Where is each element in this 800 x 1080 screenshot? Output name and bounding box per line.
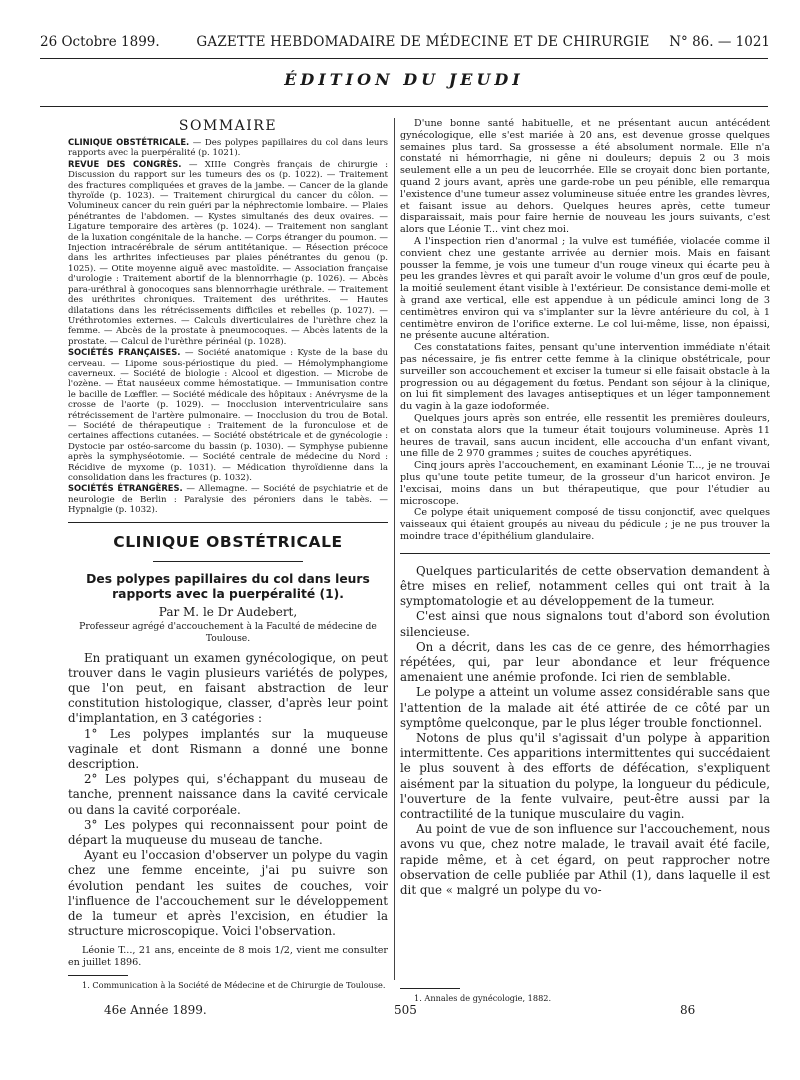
article-body-right	[400, 564, 770, 898]
header-rule	[40, 58, 768, 59]
right-footnote-block	[400, 988, 770, 1003]
article-body-left	[68, 651, 388, 940]
author-affiliation: Professeur agrégé d'accouchement à la Faculté de médecine de Toulouse.	[79, 620, 377, 644]
right-column	[400, 118, 770, 898]
page-footer	[40, 1003, 768, 1021]
paragraph: 1° Les polypes implantés sur la muqueuse vaginale et dont Rismann a donné une bonne description.	[68, 726, 388, 772]
article-author: Par M. le Dr Audebert,	[158, 604, 298, 619]
paragraph: On a décrit, dans les cas de ce genre, des hémorrhagies répétées, qui, par leur abondance et leur fréquence amenaient une anémie profonde. Ici rien de semblable.	[400, 639, 770, 685]
paragraph: 2° Les polypes qui, s'échappant du museau de tanche, prennent naissance dans la cavité cervicale ou dans la cavité corporéale.	[68, 772, 388, 817]
observation-intro: Léonie T..., 21 ans, enceinte de 8 mois 1/2, vient me consulter en juillet 1896.	[68, 945, 388, 969]
paragraph: Notons de plus qu'il s'agissait d'un polype à apparition intermittente. Ces apparitions intermittentes qui succédaient le plus souvent à des efforts de défécation, s'expliquent aisément par la situation du polype, la longueur du pédicule, l'ouverture de la fente vulvaire, peut-être aussi par la contractilité de la tunique musculaire du vagin.	[400, 730, 770, 821]
paragraph: Le polype a atteint un volume assez considérable sans que l'attention de la malade ait été attirée de ce côté par un symptôme quelconque, par le plus léger trouble fonctionnel.	[400, 685, 770, 730]
paragraph: D'une bonne santé habituelle, et ne présentant aucun antécédent gynécologique, elle s'est mariée à 20 ans, est devenue grosse quelques semaines plus tard. Sa grossesse a été absolument normale. Elle n'a constaté ni hémorrhagie, ni gêne ni douleurs; depuis 2 ou 3 mois seulement elle a un peu de leucorrhée. Elle se croyait donc bien portante, quand 2 jours avant, après une garde-robe un peu pénible, elle remarqua l'existence d'une tumeur assez volumineuse située entre les grandes lèvres, et faisant issue au dehors. Quelques heures après, cette tumeur disparaissait, mais pour faire hernie de nouveau les jours suivants, c'est alors que Léonie T... vint chez moi.	[400, 118, 770, 236]
observation-end-rule	[400, 553, 770, 554]
column-divider	[394, 118, 395, 980]
paragraph: Cinq jours après l'accouchement, en examinant Léonie T..., je ne trouvai plus qu'une toute petite tumeur, de la grosseur d'un haricot environ. Je l'excisai, moins dans un but thérapeutique, que pour l'étudier au microscope.	[400, 460, 770, 507]
observation-intro-block	[68, 945, 388, 969]
paragraph: Ayant eu l'occasion d'observer un polype du vagin chez une femme enceinte, j'ai pu suivre son évolution pendant les suites de couches, voir l'influence de l'accouchement sur le développement de la tumeur et après l'excision, en étudier la structure microscopique. Voici l'observation.	[68, 848, 388, 939]
paragraph: En pratiquant un examen gynécologique, on peut trouver dans le vagin plusieurs variétés de polypes, que l'on peut, en faisant abstraction de leur constitution histologique, classer, d'après leur point d'implantation, en 3 catégories :	[68, 650, 388, 726]
paragraph: Quelques particularités de cette observation demandent à être mises en relief, notamment celles qui ont trait à la symptomatologie et au développement de la tumeur.	[400, 563, 770, 609]
paragraph: C'est ainsi que nous signalons tout d'abord son évolution silencieuse.	[400, 609, 770, 639]
observation-text	[400, 118, 770, 543]
footnote-right: 1. Annales de gynécologie, 1882.	[414, 993, 552, 1003]
folio-505: 505	[394, 1003, 417, 1017]
sommaire-entry: REVUE DES CONGRÈS. — XIIIe Congrès français de chirurgie : Discussion du rapport sur les tumeurs des os (p. 1022). — Traitement des fractures compliquées et graves de la jambe. — Cancer de la glande thyroïde (p. 1023). — Traitement chirurgical du cancer du côlon. — Volumineux cancer du rein guéri par la néphrectomie lombaire. — Plaies pénétrantes de l'abdomen. — Kystes simultanés des deux ovaires. — Ligature temporaire des artères (p. 1024). — Traitement non sanglant de la luxation congénitale de la hanche. — Corps étranger du poumon. — Injection intracérébrale de sérum antitétanique. — Résection précoce dans les arthrites infectieuses par plaies pénétrantes du genou (p. 1025). — Otite moyenne aiguë avec mastoïdite. — Association française d'urologie : Traitement abortif de la blennorrhagie (p. 1026). — Abcès para-uréthral à gonocoques sans blennorrhagie uréthrale. — Traitement des uréthrites chroniques. Traitement des uréthrites. — Hautes dilatations dans les rétrécissements difficiles et rebelles (p. 1027). — Uréthrotomies externes. — Calculs diverticulaires de l'urèthre chez la femme. — Abcès de la prostate à pneumocoques. — Abcès latents de la prostate. — Calcul de l'urèthre périnéal (p. 1028).	[68, 158, 388, 347]
sommaire-title: SOMMAIRE	[178, 118, 278, 134]
paragraph: Au point de vue de son influence sur l'accouchement, nous avons vu que, chez notre malade, le travail avait été facile, rapide même, et à cet égard, on peut rapprocher notre observation de celle publiée par Athil (1), dans laquelle il est dit que « malgré un polype du vo-	[400, 822, 770, 897]
edition-banner: ÉDITION DU JEUDI	[284, 70, 524, 89]
issue-date: 26 Octobre 1899.	[40, 34, 160, 50]
edition-rule	[40, 106, 768, 107]
folio-86: 86	[680, 1003, 696, 1017]
paragraph: 3° Les polypes qui reconnaissent pour point de départ la muqueuse du museau de tanche.	[68, 817, 388, 848]
sommaire-entry: CLINIQUE OBSTÉTRICALE. — Des polypes papillaires du col dans leurs rapports avec la puerpéralité (p. 1021).	[68, 137, 388, 159]
footnote-rule	[400, 988, 460, 989]
article-title: Des polypes papillaires du col dans leurs rapports avec la puerpéralité (1).	[86, 571, 370, 601]
heading-rule	[153, 561, 303, 562]
sommaire-entry: SOCIÉTÉS ÉTRANGÈRES. — Allemagne. — Société de psychiatrie et de neurologie de Berlin : Paralysie des péroniers dans le tabès. — Hypnalgie (p. 1032).	[68, 483, 388, 516]
footnote-left: 1. Communication à la Société de Médecine et de Chirurgie de Toulouse.	[82, 980, 386, 991]
section-rule	[68, 522, 388, 523]
paragraph: Ce polype était uniquement composé de tissu conjonctif, avec quelques vaisseaux qui étaient groupés au niveau du pédicule ; je ne pus trouver la moindre trace d'épithélium glandulaire.	[400, 507, 770, 542]
journal-title: GAZETTE HEBDOMADAIRE DE MÉDECINE ET DE CHIRURGIE	[196, 34, 650, 50]
sommaire	[68, 118, 388, 516]
footnote-rule	[68, 975, 128, 976]
sommaire-entry: SOCIÉTÉS FRANÇAISES. — Société anatomique : Kyste de la base du cerveau. — Lipome sous-périostique du pied. — Hémolymphangiome caverneux. — Société de biologie : Alcool et digestion. — Microbe de l'ozène. — État nauséeux comme hémostatique. — Immunisation contre le bacille de Lœffler. — Société médicale des hôpitaux : Anévrysme de la crosse de l'aorte (p. 1029). — Inocclusion interventriculaire sans rétrécissement de l'artère pulmonaire. — Inocclusion du trou de Botal. — Société de thérapeutique : Traitement de la furonculose et de certaines affections cutanées. — Société obstétricale et de gynécologie : Dystocie par ostéo-sarcome du bassin (p. 1030). — Symphyse pubienne après la symphyséotomie. — Société centrale de médecine du Nord : Récidive de myxome (p. 1031). — Médication thyroïdienne dans la consolidation dans les fractures (p. 1032).	[68, 347, 388, 483]
paragraph: Quelques jours après son entrée, elle ressentit les premières douleurs, et on constata alors que la tumeur était toujours volumineuse. Après 11 heures de travail, sans aucun incident, elle accoucha d'un enfant vivant, une fille de 2 970 grammes ; suites de couches apyrétiques.	[400, 412, 770, 460]
left-column	[68, 118, 388, 990]
running-head	[40, 34, 770, 54]
page-number: N° 86. — 1021	[669, 34, 770, 50]
section-heading: CLINIQUE OBSTÉTRICALE	[113, 532, 343, 551]
volume-year: 46e Année 1899.	[104, 1003, 207, 1017]
paragraph: Ces constatations faites, pensant qu'une intervention immédiate n'était pas nécessaire, je fis entrer cette femme à la clinique obstétricale, pour surveiller son accouchement et exciser la tumeur si elle faisait obstacle à la progression ou au dégagement du fœtus. Pendant son séjour à la clinique, on lui fit simplement des lavages antiseptiques et un léger tamponnement du vagin à la gaze iodoformée.	[400, 342, 770, 413]
paragraph: A l'inspection rien d'anormal ; la vulve est tuméfiée, violacée comme il convient chez une gestante arrivée au dernier mois. Mais en faisant pousser la femme, je vois une tumeur d'un rouge vineux qui écarte peu à peu les grandes lèvres et qui paraît avoir le volume d'un gros œuf de poule, la moitié seulement étant visible à l'extérieur. De consistance demi-molle et à grand axe vertical, elle est appendue à un pédicule aminci long de 3 centimètres environ qui va s'implanter sur la lèvre antérieure du col, à 1 centimètre environ de l'orifice externe. Le col lui-même, lisse, non épaissi, ne présente aucune altération.	[400, 235, 770, 342]
